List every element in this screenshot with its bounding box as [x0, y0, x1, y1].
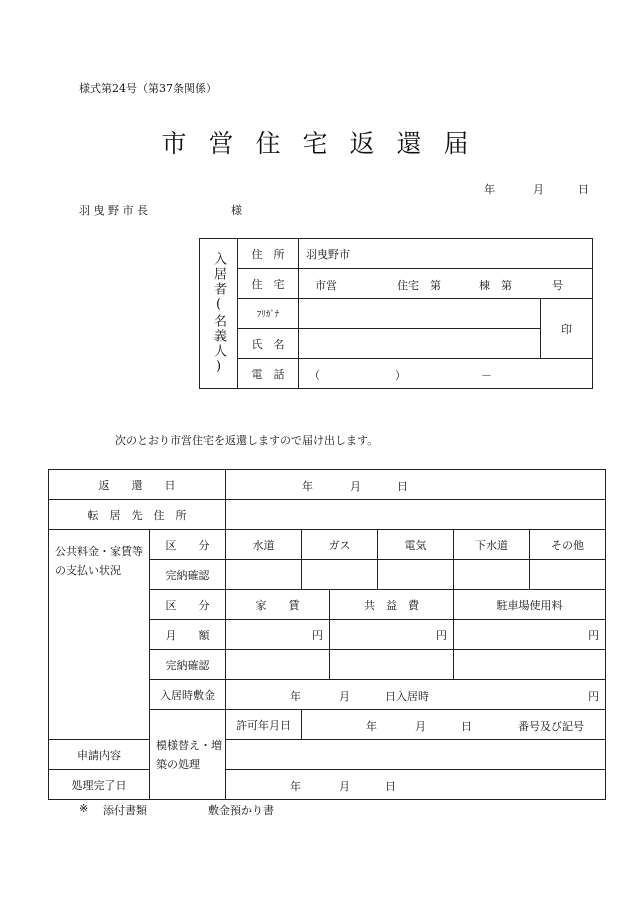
permit-date-field[interactable] — [302, 710, 606, 740]
return-day: 日 — [397, 480, 408, 493]
water-confirm-field[interactable] — [226, 560, 302, 590]
footnote-mark: ※ — [79, 802, 89, 815]
gas-confirm-field[interactable] — [302, 560, 378, 590]
monthly-amount-label: 月 額 — [150, 620, 226, 650]
return-date-field[interactable] — [226, 470, 606, 500]
deposit-field[interactable] — [226, 680, 606, 710]
return-year: 年 — [302, 480, 313, 493]
return-month: 月 — [350, 480, 361, 493]
sewer-confirm-field[interactable] — [454, 560, 530, 590]
housing-city: 市営 — [315, 279, 337, 292]
common-fee-amount-field[interactable]: 円 — [330, 620, 454, 650]
date-year-label: 年 — [484, 183, 495, 196]
intro-text: 次のとおり市営住宅を返還しますので届け出します。 — [115, 434, 379, 447]
common-fee-label: 共 益 費 — [330, 590, 454, 620]
name-field[interactable] — [299, 329, 541, 359]
other-confirm-field[interactable] — [530, 560, 606, 590]
new-address-label: 転 居 先 住 所 — [49, 500, 226, 530]
furigana-label: ﾌﾘｶﾞﾅ — [238, 299, 299, 329]
deposit-day-text: 日入居時 — [385, 690, 429, 703]
rent-category-label: 区 分 — [150, 590, 226, 620]
rent-payment-confirm-label: 完納確認 — [150, 650, 226, 680]
phone-label: 電 話 — [238, 359, 299, 389]
address-field[interactable]: 羽曳野市 — [299, 239, 593, 269]
new-address-field[interactable] — [226, 500, 606, 530]
attachments-label: 添付書類 — [103, 804, 147, 817]
common-fee-confirm-field[interactable] — [330, 650, 454, 680]
completion-date-field[interactable] — [226, 770, 606, 800]
parking-confirm-field[interactable] — [454, 650, 606, 680]
renovation-group-label: 模様替え・増築の処理 — [150, 710, 226, 800]
seal-mark: 印 — [541, 299, 593, 359]
permit-day: 日 — [461, 720, 472, 733]
electricity-confirm-field[interactable] — [378, 560, 454, 590]
completion-month: 月 — [339, 780, 350, 793]
housing-field[interactable] — [299, 269, 593, 299]
phone-dash: － — [481, 369, 492, 382]
furigana-field[interactable] — [299, 299, 541, 329]
date-month-label: 月 — [533, 183, 544, 196]
resident-group-label: 入居者(名義人) — [200, 239, 238, 389]
rent-confirm-field[interactable] — [226, 650, 330, 680]
resident-table — [199, 238, 593, 389]
completion-day: 日 — [385, 780, 396, 793]
completion-date-label: 処理完了日 — [49, 770, 150, 800]
permit-number-label: 番号及び記号 — [518, 720, 584, 733]
name-label: 氏 名 — [238, 329, 299, 359]
parking-fee-label: 駐車場使用料 — [454, 590, 606, 620]
addressee: 羽 曳 野 市 長 — [79, 204, 148, 217]
date-day-label: 日 — [578, 183, 589, 196]
form-number: 様式第24号（第37条関係） — [79, 82, 217, 95]
utility-electricity: 電気 — [378, 530, 454, 560]
utility-water: 水道 — [226, 530, 302, 560]
deposit-label: 入居時敷金 — [150, 680, 226, 710]
return-details-table — [48, 469, 606, 800]
deposit-year: 年 — [290, 690, 301, 703]
application-content-label: 申請内容 — [49, 740, 150, 770]
phone-close-paren: ） — [395, 369, 406, 382]
rent-label: 家 賃 — [226, 590, 330, 620]
utility-gas: ガス — [302, 530, 378, 560]
honorific: 様 — [231, 204, 242, 217]
deposit-month: 月 — [339, 690, 350, 703]
housing-room-label: 号 — [552, 279, 563, 292]
utility-sewer: 下水道 — [454, 530, 530, 560]
housing-building-label: 棟 第 — [479, 279, 512, 292]
completion-year: 年 — [290, 780, 301, 793]
permit-date-label: 許可年月日 — [226, 710, 302, 740]
utility-payment-confirm-label: 完納確認 — [150, 560, 226, 590]
return-date-label: 返 還 日 — [49, 470, 226, 500]
deposit-yen: 円 — [588, 690, 600, 703]
housing-label: 住 宅 — [238, 269, 299, 299]
permit-year: 年 — [366, 720, 377, 733]
address-label: 住 所 — [238, 239, 299, 269]
housing-number-label: 住宅 第 — [397, 279, 441, 292]
phone-open-paren: （ — [309, 369, 320, 382]
utility-other: その他 — [530, 530, 606, 560]
utility-category-label: 区 分 — [150, 530, 226, 560]
page-title: 市営住宅返還届 — [161, 129, 491, 158]
phone-field[interactable] — [299, 359, 593, 389]
attachment-name: 敷金預かり書 — [208, 804, 274, 817]
application-content-field[interactable] — [226, 740, 606, 770]
permit-month: 月 — [415, 720, 426, 733]
utilities-group-label: 公共料金・家賃等の支払い状況 — [49, 530, 150, 740]
rent-amount-field[interactable]: 円 — [226, 620, 330, 650]
parking-fee-amount-field[interactable]: 円 — [454, 620, 606, 650]
